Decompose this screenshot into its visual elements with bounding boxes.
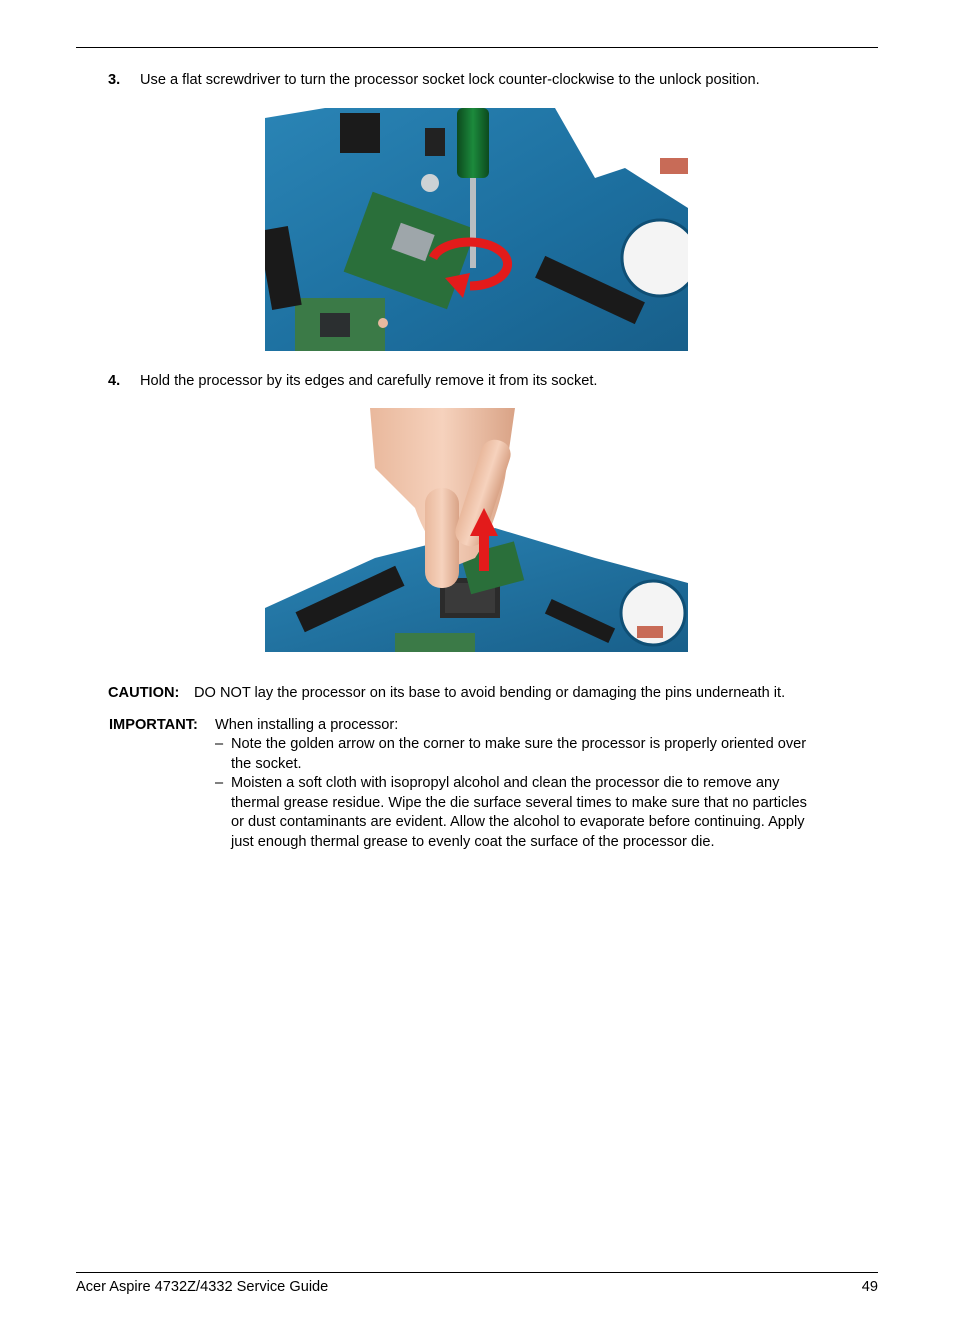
step-3-text: Use a flat screwdriver to turn the processor socket lock counter-clockwise to the unlock position.	[140, 72, 760, 88]
important-item-2-line-4: just enough thermal grease to evenly coat the surface of the processor die.	[231, 834, 715, 850]
caution-text: DO NOT lay the processor on its base to avoid bending or damaging the pins underneath it.	[194, 685, 786, 701]
hand-removing-processor-photo	[265, 408, 688, 652]
page-number: 49	[861, 1279, 878, 1295]
header-rule	[76, 47, 878, 48]
important-item-2-line-3: or dust contaminants are evident. Allow the alcohol to evaporate before continuing. Apply	[231, 814, 805, 830]
step-4-number: 4.	[108, 373, 121, 389]
important-item-1-line-1: Note the golden arrow on the corner to make sure the processor is properly oriented over	[231, 736, 807, 752]
important-item-2-line-1: Moisten a soft cloth with isopropyl alcohol and clean the processor die to remove any	[231, 775, 780, 791]
step-4-text: Hold the processor by its edges and carefully remove it from its socket.	[140, 373, 598, 389]
screwdriver-unlocking-processor-socket-photo	[265, 108, 688, 351]
footer-rule	[76, 1272, 878, 1273]
important-item-1-line-2: the socket.	[231, 756, 302, 772]
footer-title: Acer Aspire 4732Z/4332 Service Guide	[76, 1279, 329, 1295]
important-item-1-dash: –	[215, 736, 224, 752]
important-label: IMPORTANT:	[109, 717, 198, 733]
important-item-2-line-2: thermal grease residue. Wipe the die surface several times to make sure that no particles	[231, 795, 807, 811]
step-3-number: 3.	[108, 72, 121, 88]
important-intro: When installing a processor:	[215, 717, 399, 733]
important-item-2-dash: –	[215, 775, 224, 791]
caution-label: CAUTION:	[108, 685, 180, 701]
